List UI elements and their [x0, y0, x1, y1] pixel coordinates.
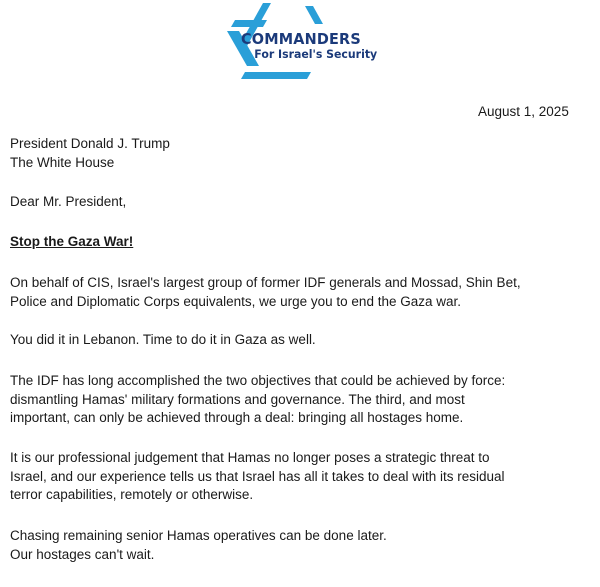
- paragraph: [10, 449, 598, 505]
- letter-date: August 1, 2025: [478, 104, 569, 119]
- cis-logo: [205, 2, 395, 80]
- paragraph-line: You did it in Lebanon. Time to do it in Gaza as well.: [10, 332, 316, 347]
- paragraph: [10, 372, 598, 428]
- logo-subtitle: For Israel's Security: [254, 47, 378, 61]
- paragraph: [10, 274, 598, 311]
- paragraph-line: Our hostages can't wait.: [10, 546, 155, 562]
- logo-title: COMMANDERS: [241, 30, 361, 48]
- paragraph-line: Chasing remaining senior Hamas operatives can be done later.: [10, 528, 387, 543]
- paragraph-line: Police and Diplomatic Corps equivalents, we urge you to end the Gaza war.: [10, 293, 461, 309]
- paragraph: [10, 331, 598, 350]
- paragraph-line: It is our professional judgement that Hamas no longer poses a strategic threat to: [10, 450, 490, 465]
- recipient-name: President Donald J. Trump: [10, 136, 170, 151]
- paragraph: [10, 527, 598, 564]
- paragraph-line: Israel, and our experience tells us that Israel has all it takes to deal with its residual: [10, 468, 505, 484]
- paragraph-line: The IDF has long accomplished the two objectives that could be achieved by force:: [10, 373, 506, 388]
- paragraph-line: terror capabilities, remotely or otherwise.: [10, 487, 254, 502]
- logo-text: [241, 31, 391, 61]
- letter-subject: Stop the Gaza War!: [10, 234, 134, 249]
- paragraph-line: important, can only be achieved through a deal: bringing all hostages home.: [10, 410, 464, 425]
- recipient-address: The White House: [10, 155, 115, 170]
- paragraph-line: On behalf of CIS, Israel's largest group of former IDF generals and Mossad, Shin Bet,: [10, 275, 521, 290]
- salutation: Dear Mr. President,: [10, 194, 127, 209]
- paragraph-line: dismantling Hamas' military formations and governance. The third, and most: [10, 391, 465, 407]
